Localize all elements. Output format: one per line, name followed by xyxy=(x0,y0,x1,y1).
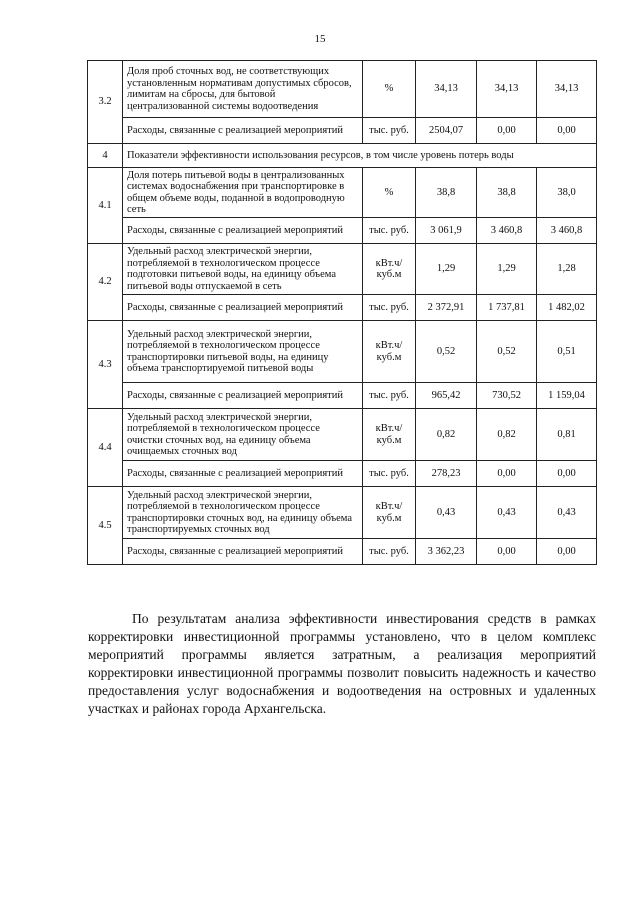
indicator-name: Доля проб сточных вод, не соответствующих установленным нормативам допустимых сбросов, лимитам на сбросы, для бытовой централизованной системы водоотведения xyxy=(123,61,363,118)
value-cell: 2504,07 xyxy=(416,118,477,144)
cost-label: Расходы, связанные с реализацией мероприятий xyxy=(123,383,363,409)
unit-cell: тыс. руб. xyxy=(363,383,416,409)
value-cell: 34,13 xyxy=(416,61,477,118)
table-row xyxy=(88,218,597,244)
value-cell: 1,29 xyxy=(416,244,477,295)
cost-label: Расходы, связанные с реализацией мероприятий xyxy=(123,118,363,144)
table-row xyxy=(88,539,597,565)
value-cell: 0,00 xyxy=(477,539,537,565)
value-cell: 0,81 xyxy=(537,409,597,461)
unit-cell: тыс. руб. xyxy=(363,118,416,144)
conclusion-paragraph: По результатам анализа эффективности инвестирования средств в рамках корректировки инвестиционной программы установлено, что в целом комплекс мероприятий программы является затратным, а реализация мероприятий корректировки инвестиционной программы позволит повысить надежность и качество предоставления услуг водоснабжения и водоотведения на островных и удаленных участках и районах города Архангельска. xyxy=(88,611,596,716)
value-cell: 278,23 xyxy=(416,461,477,487)
value-cell: 0,00 xyxy=(477,461,537,487)
table-row xyxy=(88,409,597,461)
value-cell: 1,28 xyxy=(537,244,597,295)
value-cell: 0,00 xyxy=(477,118,537,144)
section-row xyxy=(88,144,597,168)
indicator-name: Удельный расход электрической энергии, потребляемой в технологическом процессе очистки сточных вод, на единицу объема очищаемых сточных вод xyxy=(123,409,363,461)
table-row xyxy=(88,118,597,144)
row-number: 4.4 xyxy=(88,409,123,487)
value-cell: 34,13 xyxy=(477,61,537,118)
table-row xyxy=(88,168,597,218)
unit-cell: кВт.ч/ куб.м xyxy=(363,409,416,461)
value-cell: 0,82 xyxy=(477,409,537,461)
row-number: 4.1 xyxy=(88,168,123,244)
value-cell: 3 061,9 xyxy=(416,218,477,244)
unit-cell: тыс. руб. xyxy=(363,218,416,244)
row-number: 3.2 xyxy=(88,61,123,144)
row-number: 4.2 xyxy=(88,244,123,321)
value-cell: 0,43 xyxy=(416,487,477,539)
table-row xyxy=(88,321,597,383)
value-cell: 0,52 xyxy=(477,321,537,383)
indicator-name: Удельный расход электрической энергии, потребляемой в технологическом процессе транспортировки питьевой воды, на единицу объема транспортируемой питьевой воды xyxy=(123,321,363,383)
indicator-name: Удельный расход электрической энергии, потребляемой в технологическом процессе транспортировки сточных вод, на единицу объема транспортируемых сточных вод xyxy=(123,487,363,539)
value-cell: 38,8 xyxy=(477,168,537,218)
value-cell: 34,13 xyxy=(537,61,597,118)
value-cell: 0,43 xyxy=(477,487,537,539)
value-cell: 38,8 xyxy=(416,168,477,218)
unit-cell: кВт.ч/ куб.м xyxy=(363,244,416,295)
cost-label: Расходы, связанные с реализацией мероприятий xyxy=(123,295,363,321)
value-cell: 3 362,23 xyxy=(416,539,477,565)
unit-cell: тыс. руб. xyxy=(363,461,416,487)
unit-cell: % xyxy=(363,168,416,218)
table-row xyxy=(88,295,597,321)
page-number: 15 xyxy=(314,33,326,45)
unit-cell: % xyxy=(363,61,416,118)
row-number: 4.5 xyxy=(88,487,123,565)
value-cell: 0,00 xyxy=(537,118,597,144)
value-cell: 965,42 xyxy=(416,383,477,409)
value-cell: 0,52 xyxy=(416,321,477,383)
value-cell: 3 460,8 xyxy=(537,218,597,244)
row-number: 4.3 xyxy=(88,321,123,409)
section-number: 4 xyxy=(88,144,123,168)
value-cell: 1 159,04 xyxy=(537,383,597,409)
value-cell: 1 737,81 xyxy=(477,295,537,321)
value-cell: 1,29 xyxy=(477,244,537,295)
unit-cell: кВт.ч/ куб.м xyxy=(363,321,416,383)
value-cell: 0,82 xyxy=(416,409,477,461)
cost-label: Расходы, связанные с реализацией мероприятий xyxy=(123,539,363,565)
cost-label: Расходы, связанные с реализацией мероприятий xyxy=(123,218,363,244)
value-cell: 38,0 xyxy=(537,168,597,218)
value-cell: 0,51 xyxy=(537,321,597,383)
indicator-name: Доля потерь питьевой воды в централизованных системах водоснабжения при транспортировке в общем объеме воды, поданной в водопроводную сеть xyxy=(123,168,363,218)
value-cell: 2 372,91 xyxy=(416,295,477,321)
unit-cell: кВт.ч/ куб.м xyxy=(363,487,416,539)
table-row xyxy=(88,61,597,118)
value-cell: 0,00 xyxy=(537,539,597,565)
table-row xyxy=(88,383,597,409)
indicator-name: Удельный расход электрической энергии, потребляемой в технологическом процессе подготовки питьевой воды, на единицу объема питьевой воды отпускаемой в сеть xyxy=(123,244,363,295)
value-cell: 0,43 xyxy=(537,487,597,539)
value-cell: 3 460,8 xyxy=(477,218,537,244)
table-row xyxy=(88,244,597,295)
cost-label: Расходы, связанные с реализацией мероприятий xyxy=(123,461,363,487)
unit-cell: тыс. руб. xyxy=(363,295,416,321)
value-cell: 1 482,02 xyxy=(537,295,597,321)
section-title: Показатели эффективности использования ресурсов, в том числе уровень потерь воды xyxy=(123,144,597,168)
table-row xyxy=(88,461,597,487)
value-cell: 730,52 xyxy=(477,383,537,409)
unit-cell: тыс. руб. xyxy=(363,539,416,565)
indicators-table xyxy=(87,60,597,565)
value-cell: 0,00 xyxy=(537,461,597,487)
table-row xyxy=(88,487,597,539)
